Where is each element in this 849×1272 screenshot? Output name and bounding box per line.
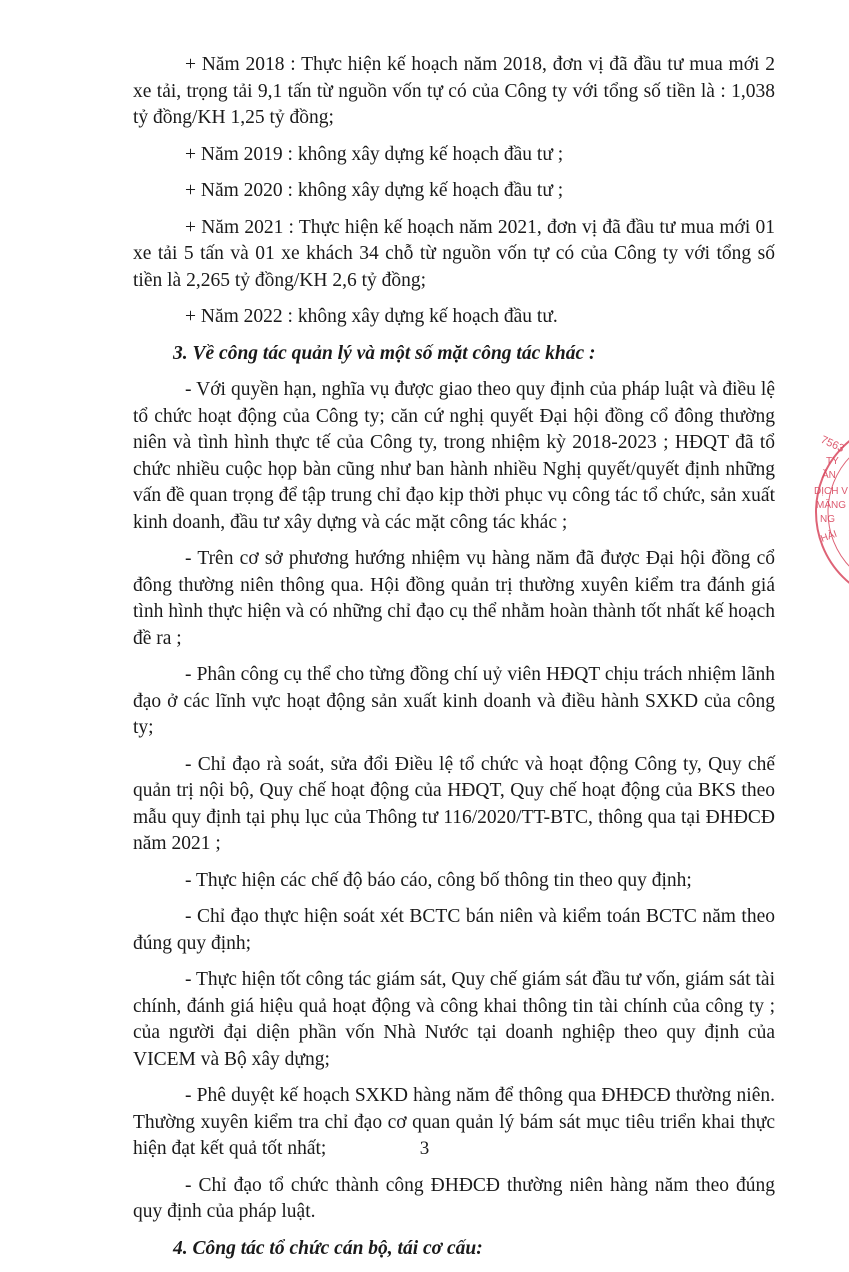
paragraph-agm: - Chỉ đạo tổ chức thành công ĐHĐCĐ thường niên hàng năm theo đúng quy định của pháp luật. xyxy=(133,1174,775,1222)
paragraph-authority: - Với quyền hạn, nghĩa vụ được giao theo quy định của pháp luật và điều lệ tổ chức hoạt động của Công ty; căn cứ nghị quyết Đại hội đồng cổ đông thường niên và tình hình thực tế của Công ty, trong nhiệm kỳ 2018-2023 ; HĐQT đã tổ chức nhiều cuộc họp bàn cũng như ban hành nhiều Nghị quyết/quyết định những vấn đề quan trọng để tập trung chỉ đạo kịp thời phục vụ công tác tổ chức, sản xuất kinh doanh, đầu tư xây dựng và các mặt công tác khác ; xyxy=(133,379,775,533)
paragraph-reporting: - Thực hiện các chế độ báo cáo, công bố thông tin theo quy định; xyxy=(185,869,692,891)
svg-text:MĂNG: MĂNG xyxy=(816,500,846,511)
page-number: 3 xyxy=(419,1138,430,1159)
svg-text:7563: 7563 xyxy=(818,433,846,456)
paragraph-direction: - Trên cơ sở phương hướng nhiệm vụ hàng năm đã được Đại hội đồng cổ đông thường niên thông qua. Hội đồng quản trị thường xuyên kiểm tra đánh giá tình hình thực hiện và có những chỉ đạo cụ thể nhằm hoàn thành tốt nhất kế hoạch đề ra ; xyxy=(133,548,775,649)
paragraph-supervision: - Thực hiện tốt công tác giám sát, Quy chế giám sát đầu tư vốn, giám sát tài chính, đánh giá hiệu quả hoạt động và công khai thông tin tài chính của công ty ; của người đại diện phần vốn Nhà Nước tại doanh nghiệp theo quy định của VICEM và Bộ xây dựng; xyxy=(133,969,775,1070)
document-body xyxy=(133,52,775,1272)
paragraph-2020: + Năm 2020 : không xây dựng kế hoạch đầu tư ; xyxy=(185,180,564,201)
section-heading-3: 3. Về công tác quản lý và một số mặt công tác khác : xyxy=(173,342,596,364)
svg-text:NG: NG xyxy=(820,514,835,525)
svg-text:DỊCH V: DỊCH V xyxy=(814,486,848,497)
paragraph-2022: + Năm 2022 : không xây dựng kế hoạch đầu tư. xyxy=(185,306,558,327)
svg-text:HẢI: HẢI xyxy=(819,528,839,545)
svg-text:ẦN: ẦN xyxy=(822,470,836,481)
paragraph-2021: + Năm 2021 : Thực hiện kế hoạch năm 2021, đơn vị đã đầu tư mua mới 01 xe tải 5 tấn và 01 xe khách 34 chỗ từ nguồn vốn tự có của Công ty với tổng số tiền là 2,265 tỷ đồng/KH 2,6 tỷ đồng; xyxy=(133,216,775,291)
section-heading-4: 4. Công tác tổ chức cán bộ, tái cơ cấu: xyxy=(173,1237,483,1259)
paragraph-assignment: - Phân công cụ thể cho từng đồng chí uỷ viên HĐQT chịu trách nhiệm lãnh đạo ở các lĩnh vực hoạt động sản xuất kinh doanh và điều hành SXKD của công ty; xyxy=(133,664,775,738)
paragraph-charter-review: - Chỉ đạo rà soát, sửa đổi Điều lệ tổ chức và hoạt động Công ty, Quy chế quản trị nội bộ, Quy chế hoạt động của HĐQT, Quy chế hoạt động của BKS theo mẫu quy định tại phụ lục của Thông tư 116/2020/TT-BTC, thông qua tại ĐHĐCĐ năm 2021 ; xyxy=(133,753,775,854)
company-seal-stamp xyxy=(808,412,849,612)
paragraph-audit: - Chỉ đạo thực hiện soát xét BCTC bán niên và kiểm toán BCTC năm theo đúng quy định; xyxy=(133,906,775,954)
svg-text:TY: TY xyxy=(826,456,839,467)
paragraph-2018: + Năm 2018 : Thực hiện kế hoạch năm 2018, đơn vị đã đầu tư mua mới 2 xe tải, trọng tải 9,1 tấn từ nguồn vốn tự có của Công ty với tổng số tiền là : 1,038 tỷ đồng/KH 1,25 tỷ đồng; xyxy=(133,54,775,128)
paragraph-2019: + Năm 2019 : không xây dựng kế hoạch đầu tư ; xyxy=(185,143,564,165)
paragraph-plan-approval: - Phê duyệt kế hoạch SXKD hàng năm để thông qua ĐHĐCĐ thường niên. Thường xuyên kiểm tra chỉ đạo cơ quan quản lý bám sát mục tiêu triển khai thực hiện đạt kết quả tốt nhất; xyxy=(133,1085,775,1159)
